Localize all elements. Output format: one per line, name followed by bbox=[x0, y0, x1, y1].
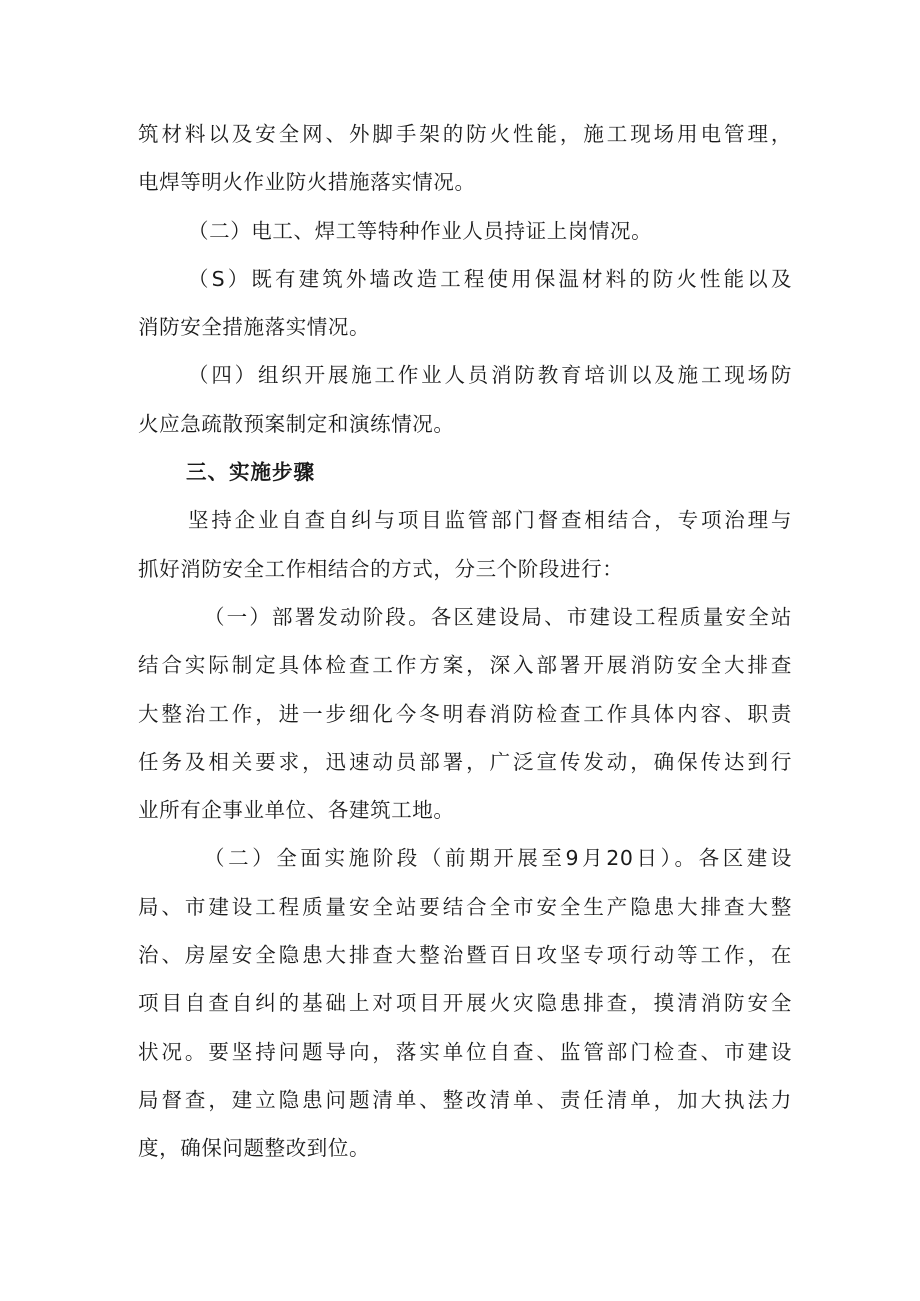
text-line: 坚持企业自查自纠与项目监管部门督查相结合，专项治理与 bbox=[188, 508, 792, 533]
text-line: （二）电工、焊工等特种作业人员持证上岗情况。 bbox=[188, 218, 653, 243]
text-line: （S）既有建筑外墙改造工程使用保温材料的防火性能以及 bbox=[188, 266, 792, 291]
text-line: 任务及相关要求，迅速动员部署，广泛宣传发动，确保传达到行 bbox=[138, 749, 792, 774]
heading-text: 三、实施步骤 bbox=[186, 460, 315, 485]
text-line: 抓好消防安全工作相结合的方式，分三个阶段进行： bbox=[138, 556, 624, 581]
paragraph-phase-2-implementation bbox=[138, 834, 792, 1172]
text-line: 筑材料以及安全网、外脚手架的防火性能，施工现场用电管理， bbox=[138, 122, 792, 146]
text-line: 消防安全措施落实情况。 bbox=[138, 315, 371, 340]
text-line: 局、市建设工程质量安全站要结合全市安全生产隐患大排查大整 bbox=[138, 894, 792, 919]
text-line: 度，确保问题整改到位。 bbox=[138, 1136, 371, 1161]
text-line: （四）组织开展施工作业人员消防教育培训以及施工现场防 bbox=[188, 363, 792, 388]
paragraph-approach bbox=[138, 496, 792, 593]
section-heading-implementation-steps bbox=[138, 448, 792, 496]
text-line: 项目自查自纠的基础上对项目开展火灾隐患排查，摸清消防安全 bbox=[138, 991, 792, 1016]
text-line: 状况。要坚持问题导向，落实单位自查、监管部门检查、市建设 bbox=[138, 1039, 792, 1064]
text-line: 局督查，建立隐患问题清单、整改清单、责任清单，加大执法力 bbox=[138, 1087, 792, 1112]
text-line: 治、房屋安全隐患大排查大整治暨百日攻坚专项行动等工作，在 bbox=[138, 943, 792, 968]
paragraph-item-4-training bbox=[138, 351, 792, 448]
paragraph-item-3-insulation bbox=[138, 255, 792, 352]
paragraph-item-2-certification bbox=[138, 207, 792, 255]
text-line: 业所有企事业单位、各建筑工地。 bbox=[138, 798, 455, 823]
text-line: 结合实际制定具体检查工作方案，深入部署开展消防安全大排查 bbox=[138, 653, 792, 678]
document-body bbox=[138, 110, 792, 1173]
paragraph-phase-1-mobilization bbox=[138, 593, 792, 834]
text-line: 电焊等明火作业防火措施落实情况。 bbox=[138, 170, 476, 195]
text-line: （一）部署发动阶段。各区建设局、市建设工程质量安全站 bbox=[204, 604, 792, 629]
text-line: 大整治工作，进一步细化今冬明春消防检查工作具体内容、职责 bbox=[138, 701, 792, 726]
text-line: 火应急疏散预案制定和演练情况。 bbox=[138, 411, 455, 436]
paragraph-materials-continued bbox=[138, 110, 792, 207]
text-line: （二）全面实施阶段（前期开展至9月20日）。各区建设 bbox=[204, 846, 792, 871]
